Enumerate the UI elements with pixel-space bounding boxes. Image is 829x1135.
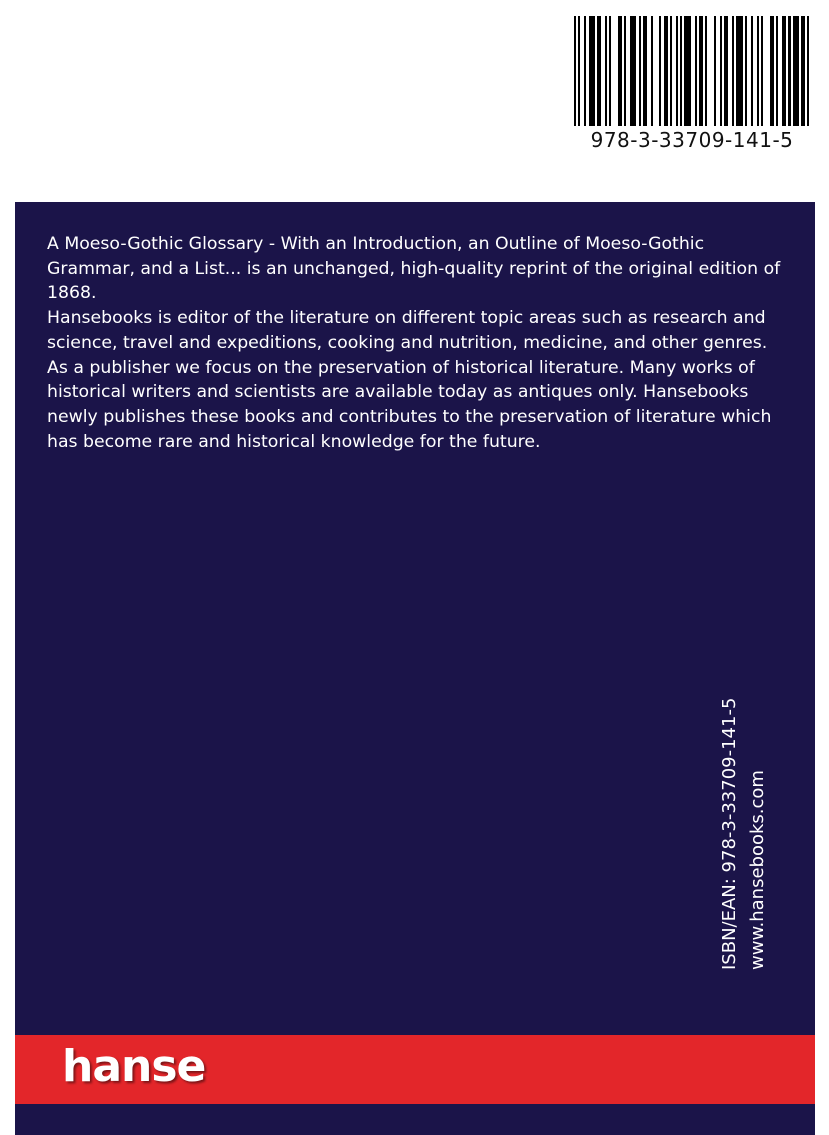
spine-info — [716, 698, 772, 970]
barcode-bar — [807, 16, 809, 126]
description-paragraph-1: A Moeso-Gothic Glossary - With an Introduction, an Outline of Moeso-Gothic Grammar, and a List... is an unchanged, high-quality reprint of the original edition of 1868. — [47, 234, 781, 304]
isbn-text: ISBN/EAN: 978-3-33709-141-5 — [719, 697, 740, 970]
description-paragraph-2: Hansebooks is editor of the literature on different topic areas such as research and science, travel and expeditions, cooking and nutrition, medicine, and other genres. As a publisher we focus on the preservation of historical literature. Many works of historical writers and scientists are available today as antiques only. Hansebooks newly publishes these books and contributes to the preservation of literature which has become rare and historical knowledge for the future. — [47, 308, 772, 452]
barcode — [566, 14, 818, 158]
description-text — [47, 232, 782, 454]
website-text: www.hansebooks.com — [747, 770, 768, 970]
hanse-logo: hanse — [62, 1041, 206, 1092]
barcode-bars — [574, 16, 810, 126]
barcode-number: 978-3-33709-141-5 — [590, 128, 794, 152]
